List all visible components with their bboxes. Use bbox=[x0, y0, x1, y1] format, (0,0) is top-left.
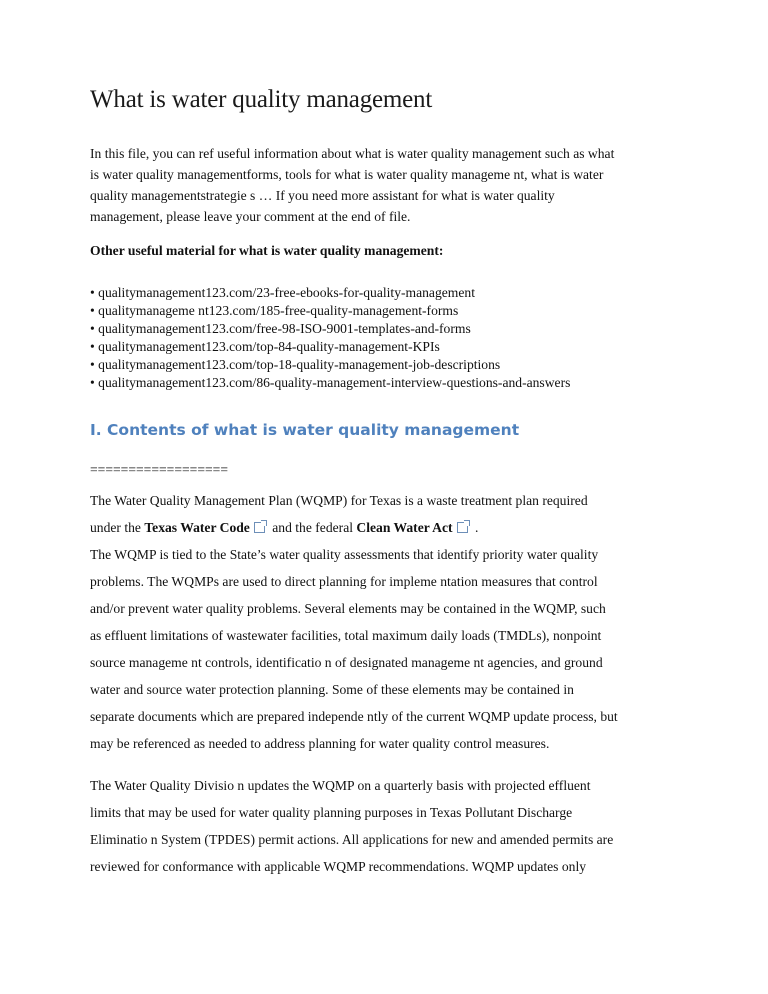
paragraph-line bbox=[90, 520, 478, 536]
paragraph-line: source manageme nt controls, identificatio n of designated manageme nt agencies, and ground bbox=[90, 655, 603, 670]
paragraph-line: reviewed for conformance with applicable WQMP recommendations. WQMP updates only bbox=[90, 859, 587, 874]
paragraph-line: Eliminatio n System (TPDES) permit actions. All applications for new and amended permits are bbox=[90, 832, 614, 847]
line-prefix: under the bbox=[90, 520, 145, 535]
paragraph-line: may be referenced as needed to address planning for water quality control measures. bbox=[90, 736, 550, 751]
resource-link[interactable]: • qualitymanagement123.com/86-quality-management-interview-questions-and-answers bbox=[90, 375, 571, 390]
intro-line: quality managementstrategie s … If you need more assistant for what is water quality bbox=[90, 188, 555, 203]
paragraph-line: The Water Quality Management Plan (WQMP) for Texas is a waste treatment plan required bbox=[90, 493, 588, 508]
paragraph-line: limits that may be used for water quality planning purposes in Texas Pollutant Discharge bbox=[90, 805, 573, 820]
paragraph-line: The WQMP is tied to the State’s water quality assessments that identify priority water quality bbox=[90, 547, 599, 562]
clean-water-act-link[interactable]: Clean Water Act bbox=[356, 520, 453, 535]
line-middle: and the federal bbox=[268, 520, 357, 535]
resource-link[interactable]: • qualitymanagement123.com/23-free-ebooks-for-quality-management bbox=[90, 285, 475, 300]
paragraph-line: as effluent limitations of wastewater facilities, total maximum daily loads (TMDLs), nonpoint bbox=[90, 628, 602, 643]
resource-link[interactable]: • qualitymanagement123.com/top-84-quality-management-KPIs bbox=[90, 339, 440, 354]
resource-link[interactable]: • qualitymanagement123.com/free-98-ISO-9001-templates-and-forms bbox=[90, 321, 471, 336]
separator-line: ================== bbox=[90, 462, 228, 477]
paragraph-line: water and source water protection planning. Some of these elements may be contained in bbox=[90, 682, 574, 697]
intro-line: management, please leave your comment at the end of file. bbox=[90, 209, 411, 224]
texas-water-code-link[interactable]: Texas Water Code bbox=[144, 520, 250, 535]
resource-link[interactable]: • qualitymanageme nt123.com/185-free-quality-management-forms bbox=[90, 303, 459, 318]
document-title: What is water quality management bbox=[90, 86, 433, 113]
useful-material-heading: Other useful material for what is water quality management: bbox=[90, 243, 444, 258]
external-link-icon[interactable] bbox=[254, 522, 265, 533]
line-suffix: . bbox=[471, 520, 479, 535]
resource-link[interactable]: • qualitymanagement123.com/top-18-quality-management-job-descriptions bbox=[90, 357, 501, 372]
section-heading: I. Contents of what is water quality management bbox=[90, 421, 520, 439]
paragraph-line: and/or prevent water quality problems. Several elements may be contained in the WQMP, such bbox=[90, 601, 606, 616]
paragraph-line: separate documents which are prepared independe ntly of the current WQMP update process, but bbox=[90, 709, 618, 724]
paragraph-line: problems. The WQMPs are used to direct planning for impleme ntation measures that control bbox=[90, 574, 598, 589]
paragraph-line: The Water Quality Divisio n updates the WQMP on a quarterly basis with projected effluent bbox=[90, 778, 591, 793]
intro-line: is water quality managementforms, tools for what is water quality manageme nt, what is water bbox=[90, 167, 604, 182]
external-link-icon[interactable] bbox=[457, 522, 468, 533]
intro-line: In this file, you can ref useful information about what is water quality management such as what bbox=[90, 146, 615, 161]
